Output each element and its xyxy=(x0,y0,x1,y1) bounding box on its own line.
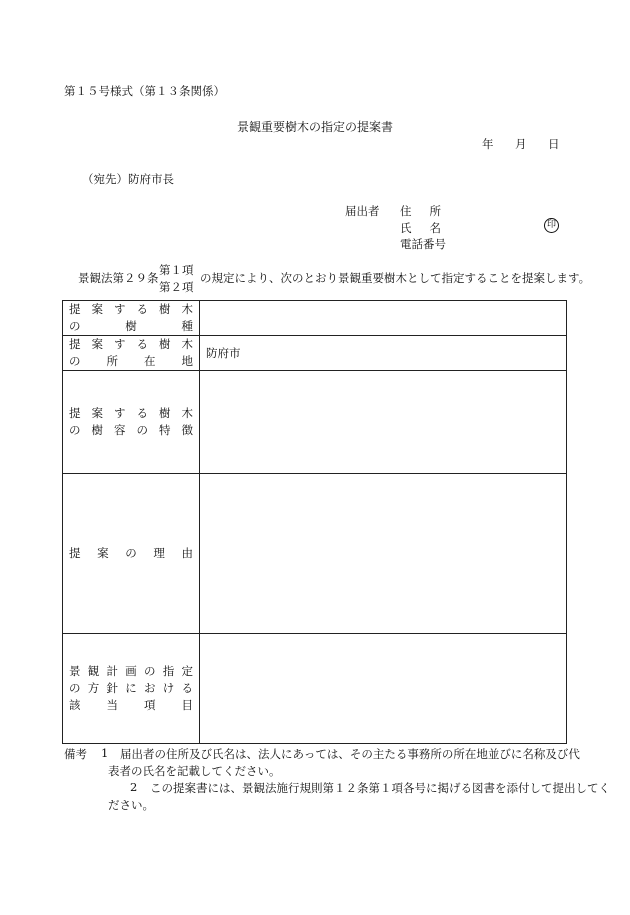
row-label-line xyxy=(63,301,199,318)
clause-option-1: 第１項 xyxy=(159,263,194,277)
label-char: す xyxy=(114,302,126,316)
row-label xyxy=(63,634,200,744)
label-char: の xyxy=(136,423,148,437)
label-char: 観 xyxy=(87,664,100,678)
label-char: 樹 xyxy=(159,337,171,351)
row-label-line xyxy=(63,353,199,370)
label-char: に xyxy=(125,681,137,695)
note-1-line-1: 届出者の住所及び氏名は、法人にあっては、その主たる事務所の所在地並びに名称及び代 xyxy=(120,747,580,761)
addressee: （宛先）防府市長 xyxy=(82,172,174,186)
label-char: 徴 xyxy=(181,423,193,437)
date-year-label: 年 xyxy=(482,137,494,151)
statement-prefix: 景観法第２９条 xyxy=(78,271,159,285)
label-char: す xyxy=(114,337,126,351)
label-char: 針 xyxy=(106,681,118,695)
label-char: 特 xyxy=(159,423,171,437)
row-label xyxy=(63,301,200,336)
phone-label: 電話番号 xyxy=(400,237,446,251)
label-char: 目 xyxy=(181,698,193,712)
label-char: 種 xyxy=(181,319,193,333)
label-char: 樹 xyxy=(159,406,171,420)
label-char: 計 xyxy=(106,664,118,678)
label-char: る xyxy=(136,302,148,316)
label-char: る xyxy=(181,681,193,695)
label-char: お xyxy=(144,681,156,695)
row-value-field[interactable] xyxy=(200,371,567,474)
applicant-label: 届出者 xyxy=(345,204,380,218)
note-1-number: 1 xyxy=(101,746,109,760)
label-char: る xyxy=(136,337,148,351)
row-label-line xyxy=(63,663,199,680)
label-char: 樹 xyxy=(159,302,171,316)
label-char: 指 xyxy=(162,664,175,678)
label-char: 該 xyxy=(69,698,81,712)
proposal-table xyxy=(62,300,567,744)
label-char: 案 xyxy=(91,337,103,351)
row-value-field[interactable] xyxy=(200,634,567,744)
label-char: 樹 xyxy=(91,423,103,437)
label-char: 提 xyxy=(69,546,81,560)
table-row xyxy=(63,371,567,474)
label-char: け xyxy=(162,681,175,695)
label-char: 提 xyxy=(69,337,81,351)
label-char: の xyxy=(69,319,81,333)
label-char: の xyxy=(125,546,137,560)
label-char: 在 xyxy=(144,354,156,368)
label-char: の xyxy=(69,681,81,695)
label-char: 定 xyxy=(181,664,193,678)
row-label-line xyxy=(63,680,199,697)
note-2-line-1: この提案書には、景観法施行規則第１２条第１項各号に掲げる図書を添付して提出してく xyxy=(150,781,610,795)
note-2-line-2: ださい。 xyxy=(108,798,154,812)
statement-suffix: の規定により、次のとおり景観重要樹木として指定することを提案します。 xyxy=(200,271,591,285)
label-char: す xyxy=(114,406,126,420)
label-char: の xyxy=(144,664,156,678)
table-row xyxy=(63,474,567,634)
row-label-line xyxy=(63,545,199,562)
row-label xyxy=(63,336,200,371)
label-char: 提 xyxy=(69,406,81,420)
label-char: の xyxy=(69,423,81,437)
date-day-label: 日 xyxy=(548,137,560,151)
notes-heading: 備考 xyxy=(64,747,87,761)
label-char: 木 xyxy=(181,406,193,420)
label-char: 方 xyxy=(87,681,100,695)
address-label: 住所 xyxy=(400,204,459,218)
row-label-line xyxy=(63,318,199,335)
label-char: 地 xyxy=(181,354,193,368)
row-label-line xyxy=(63,405,199,422)
label-char: 景 xyxy=(69,664,81,678)
row-label xyxy=(63,371,200,474)
seal-mark: 印 xyxy=(544,218,559,233)
label-char: 当 xyxy=(106,698,118,712)
label-char: 木 xyxy=(181,337,193,351)
row-label-line xyxy=(63,697,199,714)
label-char: る xyxy=(136,406,148,420)
label-char: 項 xyxy=(144,698,156,712)
table-row xyxy=(63,301,567,336)
label-char: 樹 xyxy=(125,319,137,333)
clause-option-2: 第２項 xyxy=(159,280,194,294)
note-1-line-2: 表者の氏名を記載してください。 xyxy=(108,764,281,778)
row-label-line xyxy=(63,336,199,353)
note-2-number: 2 xyxy=(130,780,138,794)
label-char: 画 xyxy=(125,664,137,678)
label-char: の xyxy=(69,354,81,368)
row-value-field[interactable]: 防府市 xyxy=(200,336,567,371)
label-char: 理 xyxy=(153,546,165,560)
row-label xyxy=(63,474,200,634)
proposal-table-body xyxy=(63,301,567,744)
label-char: 案 xyxy=(91,406,103,420)
form-number: 第１５号様式（第１３条関係） xyxy=(64,84,225,98)
label-char: 容 xyxy=(114,423,126,437)
table-row xyxy=(63,336,567,371)
row-value-field[interactable] xyxy=(200,301,567,336)
label-char: 案 xyxy=(91,302,103,316)
row-label-line xyxy=(63,422,199,439)
row-value-field[interactable] xyxy=(200,474,567,634)
date-month-label: 月 xyxy=(515,137,527,151)
label-char: 案 xyxy=(97,546,109,560)
table-row xyxy=(63,634,567,744)
name-label: 氏名 xyxy=(400,221,459,235)
label-char: 所 xyxy=(106,354,118,368)
label-char: 木 xyxy=(181,302,193,316)
label-char: 由 xyxy=(181,546,193,560)
label-char: 提 xyxy=(69,302,81,316)
document-title: 景観重要樹木の指定の提案書 xyxy=(236,120,393,134)
